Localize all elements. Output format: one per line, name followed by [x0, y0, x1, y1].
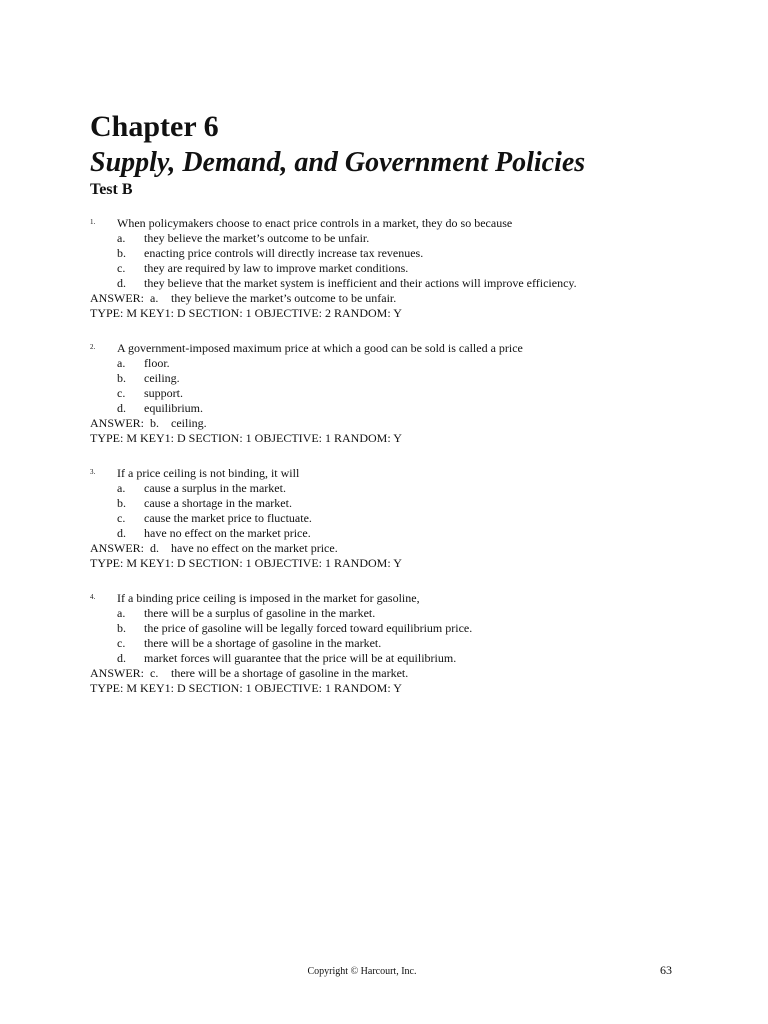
option-text: there will be a surplus of gasoline in the market.	[144, 606, 376, 620]
option-text: have no effect on the market price.	[144, 526, 311, 540]
page-number: 63	[660, 963, 672, 977]
question-3	[90, 466, 710, 571]
answer-letter: b.	[150, 416, 159, 430]
option-letter: c.	[117, 511, 126, 525]
option-text: enacting price controls will directly increase tax revenues.	[144, 246, 424, 260]
question-meta: TYPE: M KEY1: D SECTION: 1 OBJECTIVE: 1 RANDOM: Y	[90, 556, 402, 570]
option-a	[90, 606, 710, 621]
copyright-notice: Copyright © Harcourt, Inc.	[307, 966, 417, 977]
question-1	[90, 216, 710, 321]
chapter-title: Chapter 6	[90, 110, 219, 143]
question-4	[90, 591, 710, 696]
option-d	[90, 526, 710, 541]
question-stem	[90, 216, 710, 231]
question-number: 1.	[90, 218, 96, 226]
test-label: Test B	[90, 181, 133, 198]
option-b	[90, 371, 710, 386]
question-text: If a price ceiling is not binding, it will	[117, 466, 300, 480]
answer-line	[90, 666, 710, 681]
option-letter: c.	[117, 261, 126, 275]
answer-text: they believe the market’s outcome to be unfair.	[171, 291, 397, 305]
option-letter: d.	[117, 526, 126, 540]
option-letter: b.	[117, 621, 126, 635]
option-c	[90, 261, 710, 276]
answer-label: ANSWER:	[90, 291, 144, 305]
chapter-subtitle: Supply, Demand, and Government Policies	[90, 147, 586, 178]
question-text: A government-imposed maximum price at which a good can be sold is called a price	[117, 341, 523, 355]
option-letter: d.	[117, 651, 126, 665]
option-text: they are required by law to improve market conditions.	[144, 261, 409, 275]
answer-line	[90, 416, 710, 431]
question-stem	[90, 591, 710, 606]
option-text: ceiling.	[144, 371, 180, 385]
option-text: cause the market price to fluctuate.	[144, 511, 312, 525]
answer-letter: c.	[150, 666, 159, 680]
option-c	[90, 386, 710, 401]
option-letter: b.	[117, 246, 126, 260]
option-text: the price of gasoline will be legally forced toward equilibrium price.	[144, 621, 473, 635]
answer-letter: a.	[150, 291, 159, 305]
option-text: cause a shortage in the market.	[144, 496, 292, 510]
answer-text: there will be a shortage of gasoline in the market.	[171, 666, 409, 680]
option-c	[90, 636, 710, 651]
chapter-header	[90, 108, 730, 200]
option-text: there will be a shortage of gasoline in the market.	[144, 636, 382, 650]
option-letter: b.	[117, 371, 126, 385]
option-a	[90, 231, 710, 246]
question-meta: TYPE: M KEY1: D SECTION: 1 OBJECTIVE: 1 RANDOM: Y	[90, 681, 402, 695]
option-text: market forces will guarantee that the price will be at equilibrium.	[144, 651, 457, 665]
option-b	[90, 496, 710, 511]
page-footer	[0, 963, 768, 979]
option-text: they believe the market’s outcome to be unfair.	[144, 231, 370, 245]
option-letter: d.	[117, 401, 126, 415]
option-letter: b.	[117, 496, 126, 510]
question-stem	[90, 341, 710, 356]
question-number: 3.	[90, 468, 96, 476]
option-text: support.	[144, 386, 183, 400]
option-c	[90, 511, 710, 526]
answer-text: ceiling.	[171, 416, 207, 430]
option-d	[90, 651, 710, 666]
option-b	[90, 246, 710, 261]
question-meta: TYPE: M KEY1: D SECTION: 1 OBJECTIVE: 2 RANDOM: Y	[90, 306, 402, 320]
question-stem	[90, 466, 710, 481]
option-letter: a.	[117, 606, 126, 620]
option-letter: a.	[117, 356, 126, 370]
option-letter: c.	[117, 636, 126, 650]
option-text: cause a surplus in the market.	[144, 481, 286, 495]
option-letter: a.	[117, 481, 126, 495]
option-d	[90, 276, 710, 291]
answer-line	[90, 541, 710, 556]
question-number: 4.	[90, 593, 96, 601]
option-a	[90, 481, 710, 496]
question-text: When policymakers choose to enact price controls in a market, they do so because	[117, 216, 513, 230]
option-text: floor.	[144, 356, 170, 370]
question-number: 2.	[90, 343, 96, 351]
answer-line	[90, 291, 710, 306]
question-2	[90, 341, 710, 446]
option-a	[90, 356, 710, 371]
option-text: equilibrium.	[144, 401, 203, 415]
question-text: If a binding price ceiling is imposed in the market for gasoline,	[117, 591, 420, 605]
answer-letter: d.	[150, 541, 159, 555]
option-text: they believe that the market system is inefficient and their actions will improve efficiency.	[144, 276, 577, 290]
option-letter: c.	[117, 386, 126, 400]
option-b	[90, 621, 710, 636]
answer-text: have no effect on the market price.	[171, 541, 338, 555]
option-letter: a.	[117, 231, 126, 245]
option-d	[90, 401, 710, 416]
question-meta: TYPE: M KEY1: D SECTION: 1 OBJECTIVE: 1 RANDOM: Y	[90, 431, 402, 445]
answer-label: ANSWER:	[90, 541, 144, 555]
option-letter: d.	[117, 276, 126, 290]
answer-label: ANSWER:	[90, 416, 144, 430]
question-list	[90, 216, 710, 716]
answer-label: ANSWER:	[90, 666, 144, 680]
